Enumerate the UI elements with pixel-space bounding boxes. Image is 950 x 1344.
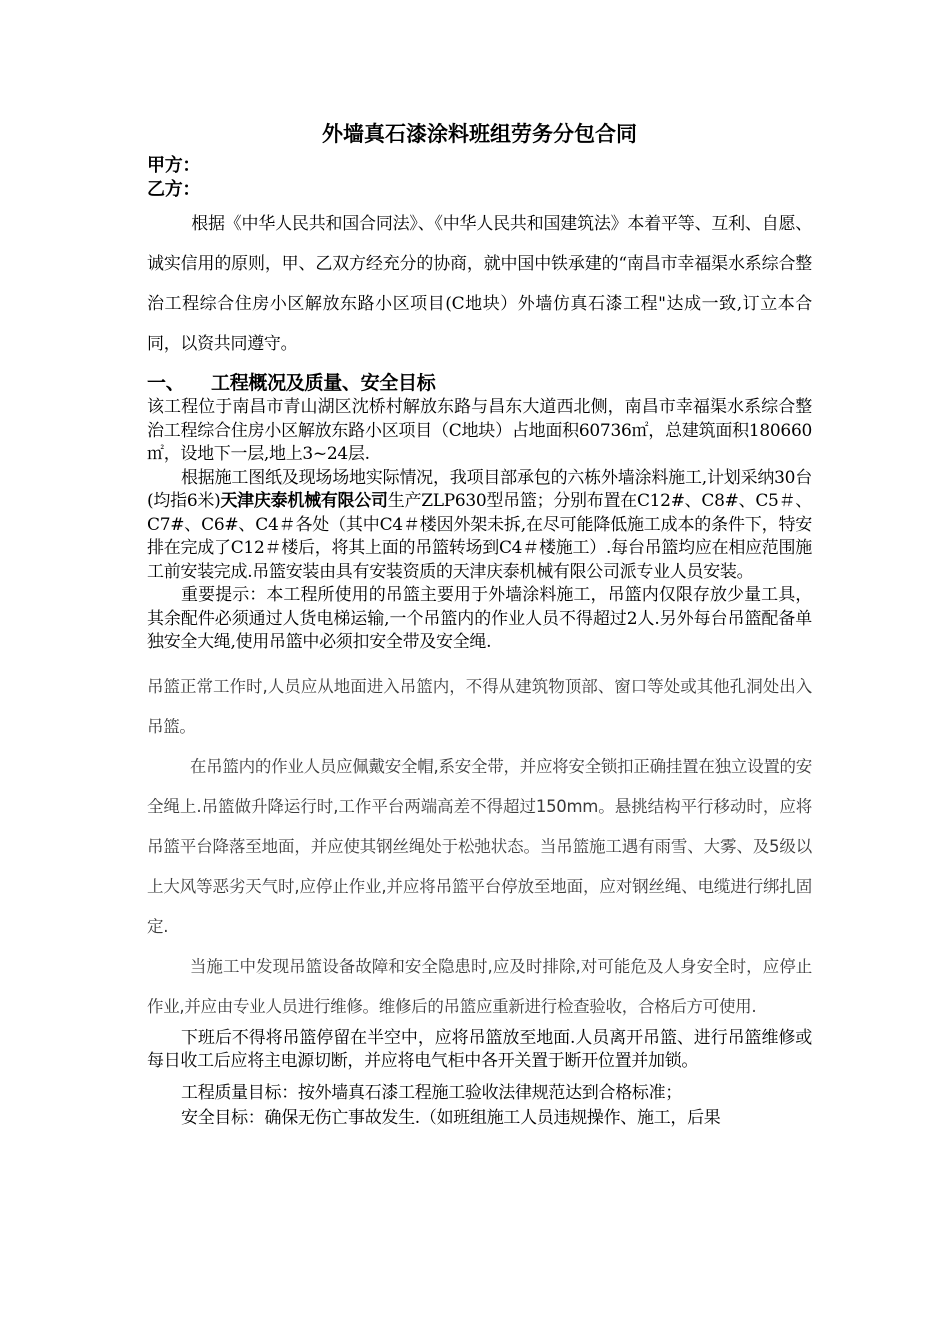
important-notice-paragraph: 重要提示：本工程所使用的吊篮主要用于外墙涂料施工，吊篮内仅限存放少量工具，其余配件必须通过人货电梯运输,一个吊篮内的作业人员不得超过2人.另外每台吊篮配备单独安全大绳,使用吊篮中必须扣安全带及安全绳. (147, 585, 812, 652)
intro-paragraph: 根据《中华人民共和国合同法》、《中华人民共和国建筑法》本着平等、互利、自愿、诚实信用的原则，甲、乙双方经充分的协商，就中国中铁承建的“南昌市幸福渠水系综合整治工程综合住房小区解放东路小区项目(C地块）外墙仿真石漆工程"达成一致,订立本合同，以资共同遵守。 (147, 214, 812, 354)
supplier-company-name: 天津庆泰机械有限公司 (220, 491, 388, 511)
safety-target-paragraph: 安全目标：确保无伤亡事故发生.（如班组施工人员违规操作、施工，后果 (181, 1108, 721, 1128)
gondola-plan-text-b: 生产ZLP630型吊篮；分别布置在C12#、C8#、C5＃、C7#、C6#、C4＃各处（其中C4＃楼因外架未拆,在尽可能降低施工成本的条件下，特安排在完成了C12＃楼后，将其上面的吊篮转场到C4＃楼施工）.每台吊篮均应在相应范围施工前安装完成.吊篮安装由具有安装资质的天津庆泰机械有限公司派专业人员安装。 (147, 491, 812, 582)
fault-handling-paragraph: 当施工中发现吊篮设备故障和安全隐患时,应及时排除,对可能危及人身安全时，应停止作业,并应由专业人员进行维修。维修后的吊篮应重新进行检查验收，合格后方可使用. (147, 956, 812, 1016)
section-number: 一、 (147, 372, 185, 394)
contract-document (147, 118, 812, 1131)
gondola-entry-paragraph: 吊篮正常工作时,人员应从地面进入吊篮内，不得从建筑物顶部、窗口等处或其他孔洞处出入吊篮。 (147, 676, 812, 736)
gondola-plan-paragraph (147, 467, 812, 585)
end-of-shift-paragraph: 下班后不得将吊篮停留在半空中，应将吊篮放至地面.人员离开吊篮、进行吊篮维修或每日收工后应将主电源切断，并应将电气柜中各开关置于断开位置并加锁。 (147, 1027, 812, 1071)
section-title: 工程概况及质量、安全目标 (211, 372, 436, 394)
worker-safety-paragraph: 在吊篮内的作业人员应佩戴安全帽,系安全带，并应将安全锁扣正确挂置在独立设置的安全绳上.吊篮做升降运行时,工作平台两端高差不得超过150mm。悬挑结构平行移动时，应将吊篮平台降落至地面，并应使其钢丝绳处于松弛状态。当吊篮施工遇有雨雪、大雾、及5级以上大风等恶劣天气时,应停止作业,并应将吊篮平台停放至地面，应对钢丝绳、电缆进行绑扎固定. (147, 756, 812, 936)
party-b-label: 乙方： (147, 179, 201, 200)
gondola-plan-text-a: 根据施工图纸及现场场地实际情况，我项目部承包的六栋外墙涂料施工,计划采纳30台(均指6米) (147, 467, 812, 511)
paragraph-gap (147, 655, 812, 667)
party-a-label: 甲方： (147, 155, 201, 176)
project-overview-paragraph: 该工程位于南昌市青山湖区沈桥村解放东路与昌东大道西北侧，南昌市幸福渠水系综合整治工程综合住房小区解放东路小区项目（C地块）占地面积60736㎡，总建筑面积180660㎡，设地下一层,地上3~24层. (147, 397, 812, 464)
section-heading-1 (147, 370, 812, 396)
document-title: 外墙真石漆涂料班组劳务分包合同 (322, 121, 637, 146)
quality-target-paragraph: 工程质量目标：按外墙真石漆工程施工验收法律规范达到合格标准； (181, 1082, 682, 1103)
